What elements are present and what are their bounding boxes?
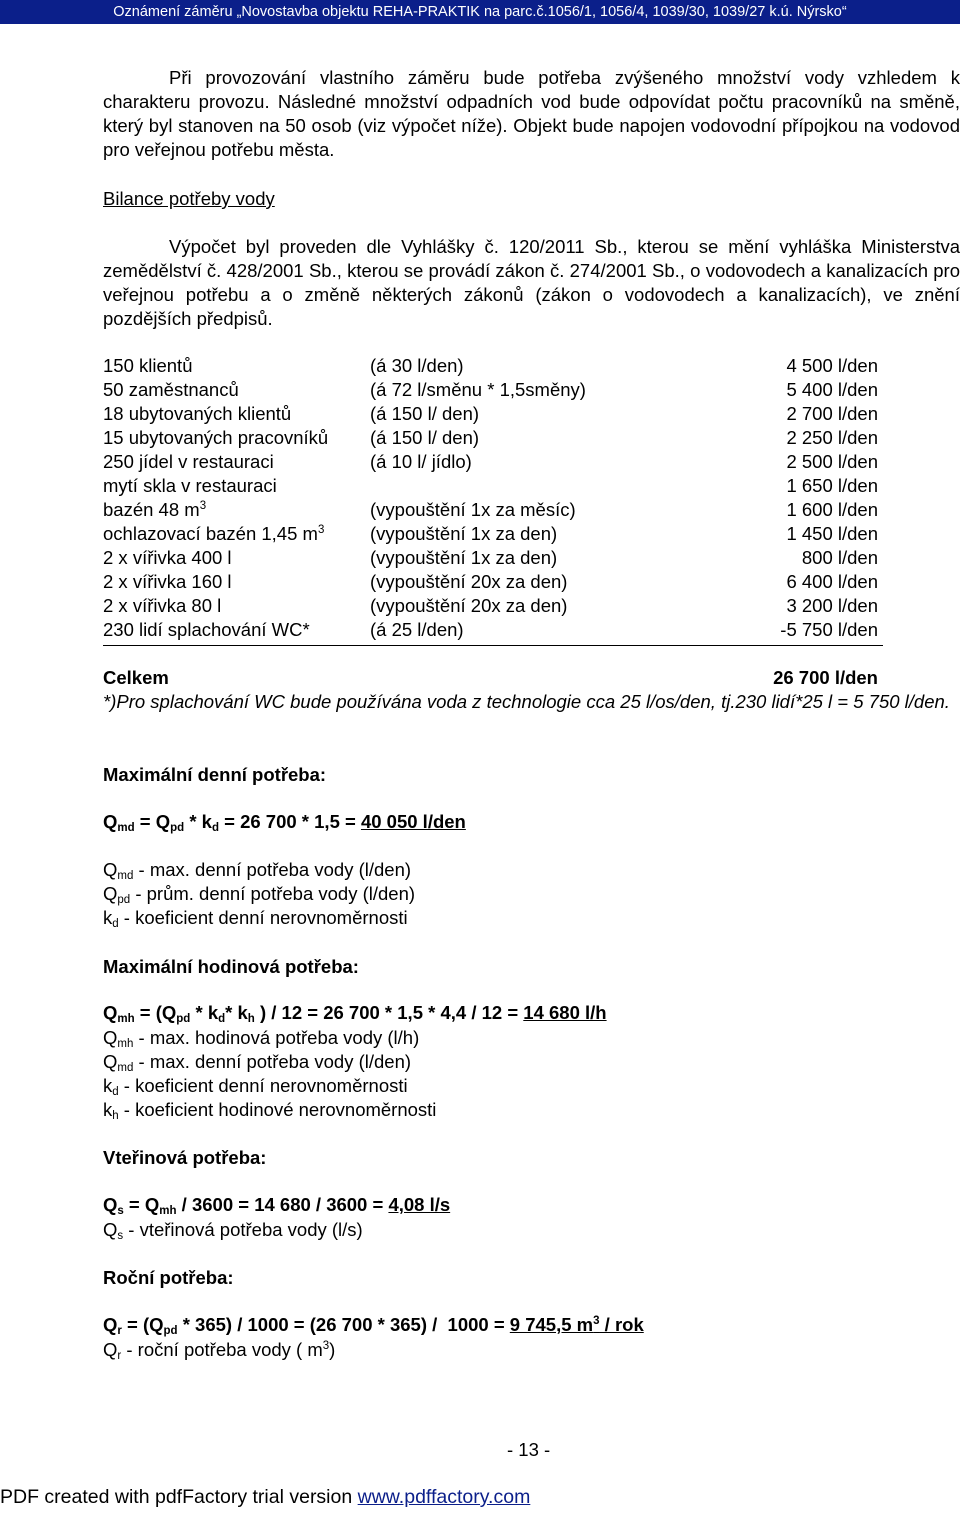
row-value: 1 450 l/den [786, 523, 878, 544]
row-rate: (vypouštění 1x za den) [370, 547, 558, 568]
row-item: 150 klientů [103, 355, 193, 376]
row-rate: (á 72 l/směnu * 1,5směny) [370, 379, 586, 400]
row-rate: (vypouštění 1x za den) [370, 523, 558, 544]
table-rule [103, 645, 883, 646]
row-rate: (á 30 l/den) [370, 355, 464, 376]
def-kd-2: $k_d$ - koeficient denní nerovnoměrnosti [103, 1075, 408, 1098]
table-row [103, 546, 960, 570]
row-item: 50 zaměstnanců [103, 379, 239, 400]
row-value: 5 400 l/den [786, 379, 878, 400]
second-result: 4,08 l/s [388, 1194, 451, 1215]
max-daily-formula: $Q_{md} = Q_{pd} * k_d = 26$ 700 * 1,5 = 40 050 l/den [103, 811, 466, 834]
row-item: 230 lidí splachování WC* [103, 619, 310, 640]
total-value: 26 700 l/den [773, 667, 878, 688]
row-value: 4 500 l/den [786, 355, 878, 376]
table-row [103, 498, 960, 522]
row-item: mytí skla v restauraci [103, 475, 277, 496]
footer-text: PDF created with pdfFactory trial version [0, 1486, 358, 1508]
row-value: 3 200 l/den [786, 595, 878, 616]
max-hourly-result: 14 680 l/h [523, 1002, 607, 1023]
row-item: 18 ubytovaných klientů [103, 403, 292, 424]
row-item: 2 x vířivka 160 l [103, 571, 232, 592]
row-value: 2 500 l/den [786, 451, 878, 472]
row-item: 15 ubytovaných pracovníků [103, 427, 329, 448]
max-hourly-formula: $Q_{mh} = (Q_{pd} * k_d*$ $k_h$ ) / 12 = 26 700 * 1,5 * 4,4 / 12 = 14 680 l/h [103, 1002, 607, 1025]
total-row [103, 666, 960, 690]
table-row [103, 450, 960, 474]
row-value: 1 600 l/den [786, 499, 878, 520]
def-qr: $Q_r$ - roční potřeba vody ( $m^3$) [103, 1339, 336, 1362]
row-value: -5 750 l/den [780, 619, 878, 640]
row-rate: (vypouštění 20x za den) [370, 595, 568, 616]
row-item: 2 x vířivka 80 l [103, 595, 222, 616]
def-qmh: $Q_{mh}$ - max. hodinová potřeba vody (l/h) [103, 1027, 420, 1050]
table-row [103, 426, 960, 450]
row-item: bazén 48 $m^3$ [103, 499, 207, 520]
max-hourly-title: Maximální hodinová potřeba: [103, 956, 359, 977]
table-row [103, 522, 960, 546]
second-formula: $Q_s = Q_{mh} / 3600 = 14$ 680 / 3600 = 4,08 l/s [103, 1194, 451, 1217]
second-title: Vteřinová potřeba: [103, 1147, 267, 1168]
def-qmd: $Q_{md}$ - max. denní potřeba vody (l/den) [103, 859, 412, 882]
row-rate: (á 150 l/ den) [370, 427, 480, 448]
def-qmd-2: $Q_{md}$ - max. denní potřeba vody (l/den) [103, 1051, 412, 1074]
annual-title: Roční potřeba: [103, 1267, 234, 1288]
def-qs: $Q_s$ - vteřinová potřeba vody (l/s) [103, 1219, 363, 1242]
annual-formula: $Q_r = (Q_{pd} * 365) / 1000 = (26$ 700 * 365) / 1000 = 9 745,5 $m^3$ / rok [103, 1314, 644, 1337]
table-row [103, 378, 960, 402]
page-header: Oznámení záměru „Novostavba objektu REHA-PRAKTIK na parc.č.1056/1, 1056/4, 1039/30, 1039/27 k.ú. Nýrsko“ [0, 0, 960, 24]
row-value: 6 400 l/den [786, 571, 878, 592]
def-kd: $k_d$ - koeficient denní nerovnoměrnosti [103, 907, 408, 930]
footer-link[interactable]: www.pdffactory.com [357, 1486, 531, 1508]
table-row [103, 594, 960, 618]
max-daily-title: Maximální denní potřeba: [103, 764, 327, 785]
intro-paragraph: Při provozování vlastního záměru bude potřeba zvýšeného množství vody vzhledem k charakteru provozu. Následné množství odpadních vod bude odpovídat počtu pracovníků na směně, který byl stanoven na 50 osob (viz výpočet níže). Objekt bude napojen vodovodní přípojkou na vodovod pro veřejnou potřebu města. [103, 67, 960, 160]
row-item: ochlazovací bazén 1,45 $m^3$ [103, 523, 325, 544]
table-row [103, 402, 960, 426]
total-label: Celkem [103, 667, 169, 688]
legal-paragraph: Výpočet byl proveden dle Vyhlášky č. 120/2011 Sb., kterou se mění vyhláška Ministerstva zemědělství č. 428/2001 Sb., kterou se provádí zákon č. 274/2001 Sb., o vodovodech a kanalizacích pro veřejnou potřebu a o změně některých zákonů (zákon o vodovodech a kanalizacích), ve znění pozdějších předpisů. [103, 236, 960, 329]
table-row [103, 618, 960, 642]
pdf-footer [0, 1484, 530, 1510]
table-row [103, 474, 960, 498]
row-rate: (vypouštění 1x za měsíc) [370, 499, 576, 520]
row-item: 2 x vířivka 400 l [103, 547, 232, 568]
def-kh: $k_h$ - koeficient hodinové nerovnoměrnosti [103, 1099, 437, 1122]
def-qpd: $Q_{pd}$ - prům. denní potřeba vody (l/den) [103, 883, 416, 906]
table-row [103, 570, 960, 594]
row-rate: (á 10 l/ jídlo) [370, 451, 472, 472]
row-rate: (vypouštění 20x za den) [370, 571, 568, 592]
row-item: 250 jídel v restauraci [103, 451, 274, 472]
annual-result: 9 745,5 $m^3$ / rok [509, 1314, 644, 1335]
footnote: *)Pro splachování WC bude používána voda z technologie cca 25 l/os/den, tj.230 lidí*25 l = 5 750 l/den. [103, 691, 950, 712]
max-daily-result: 40 050 l/den [360, 811, 466, 832]
row-value: 1 650 l/den [786, 475, 878, 496]
row-rate: (á 25 l/den) [370, 619, 464, 640]
row-value: 2 250 l/den [786, 427, 878, 448]
row-value: 2 700 l/den [786, 403, 878, 424]
table-row [103, 354, 960, 378]
page-number: - 13 - [507, 1439, 551, 1460]
section-title: Bilance potřeby vody [103, 188, 275, 209]
row-rate: (á 150 l/ den) [370, 403, 480, 424]
row-value: 800 l/den [801, 547, 878, 568]
